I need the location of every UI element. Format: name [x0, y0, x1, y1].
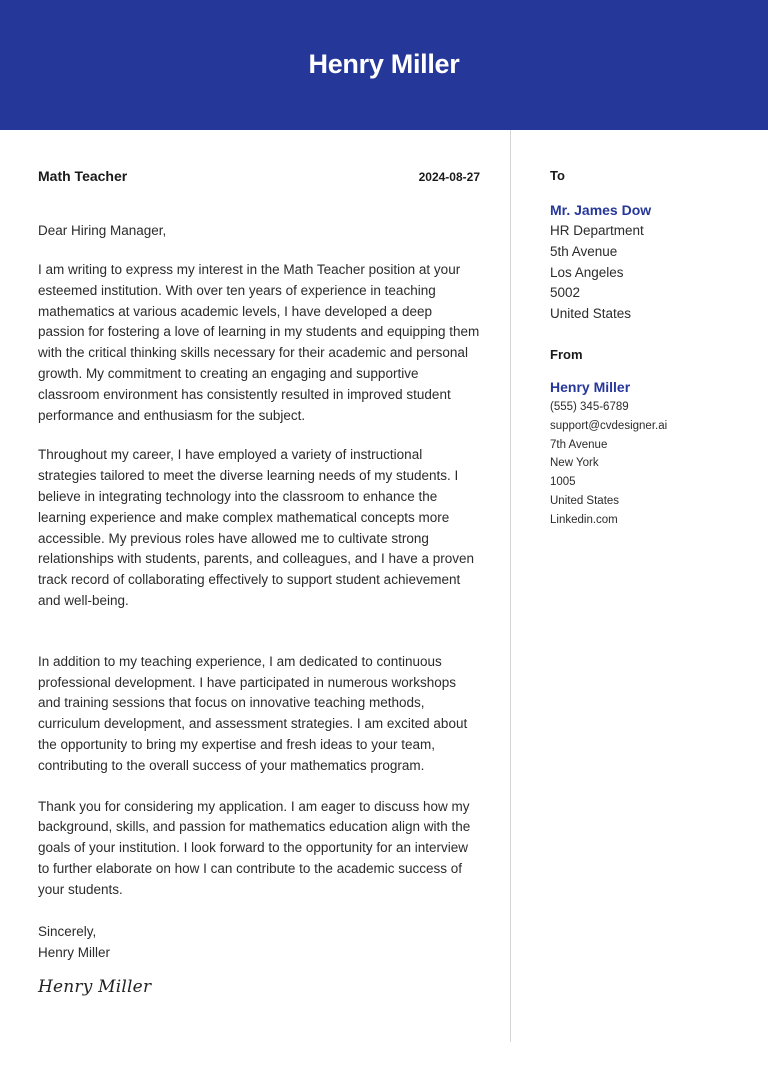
- sender-phone: (555) 345-6789: [550, 400, 629, 413]
- recipient-name: Mr. James Dow: [550, 202, 652, 218]
- paragraph-4: Thank you for considering my application. I am eager to discuss how my background, skills, and passion for mathematics education align with the goals of your institution. I look forward to the opportunity for an interview to further elaborate on how I can contribute to the academic success of your students.: [38, 798, 471, 897]
- address-sidebar: [550, 168, 750, 530]
- recipient-zip: 5002: [550, 285, 581, 301]
- closing-block: [38, 921, 480, 963]
- recipient-street: 5th Avenue: [550, 243, 618, 259]
- handwritten-signature: Henry Miller: [38, 976, 152, 997]
- to-label: To: [550, 168, 565, 183]
- recipient-city: Los Angeles: [550, 264, 624, 280]
- closing-phrase: Sincerely,: [38, 923, 97, 939]
- sender-street: 7th Avenue: [550, 438, 608, 451]
- paragraph-1: I am writing to express my interest in the Math Teacher position at your esteemed institution. With over ten years of experience in teaching mathematics at various academic levels, I have developed a deep passion for fostering a love of learning in my students and equipping them with the critical thinking skills necessary for their academic and personal growth. My commitment to creating an engaging and supportive classroom environment has consistently resulted in improved student performance and enthusiasm for the subject.: [38, 262, 480, 423]
- sender-city: New York: [550, 457, 599, 470]
- column-divider: [510, 130, 511, 1042]
- recipient-department: HR Department: [550, 223, 644, 238]
- header-banner: [0, 0, 768, 130]
- sender-name: Henry Miller: [550, 378, 631, 395]
- recipient-country: United States: [550, 306, 632, 322]
- job-title: Math Teacher: [38, 168, 128, 184]
- from-label: From: [550, 346, 583, 362]
- closing-name: Henry Miller: [38, 944, 111, 960]
- applicant-name: Henry Miller: [308, 48, 460, 79]
- sender-zip: 1005: [550, 476, 576, 489]
- paragraph-2: Throughout my career, I have employed a variety of instructional strategies tailored to meet the diverse learning needs of my students. I believe in integrating technology into the classroom to enhance the learning experience and make complex mathematical concepts more accessible. My previous roles have allowed me to cultivate strong relationships with students, parents, and colleagues, and I have a proven track record of collaborating effectively to support student achievement and well-being.: [38, 447, 475, 608]
- sender-email: support@cvdesigner.ai: [550, 419, 668, 432]
- sender-country: United States: [550, 494, 620, 507]
- salutation: Dear Hiring Manager,: [38, 223, 167, 238]
- paragraph-3: In addition to my teaching experience, I am dedicated to continuous professional development. I have participated in numerous workshops and training sessions that focus on innovative teaching methods, curriculum development, and assessment strategies. I am excited about the opportunity to bring my expertise and fresh ideas to your team, contributing to the overall success of your mathematics program.: [38, 653, 468, 773]
- letter-date: 2024-08-27: [418, 170, 480, 184]
- sender-linkedin: Linkedin.com: [550, 513, 618, 526]
- letter-body: [38, 168, 480, 997]
- role-date-row: [38, 168, 480, 188]
